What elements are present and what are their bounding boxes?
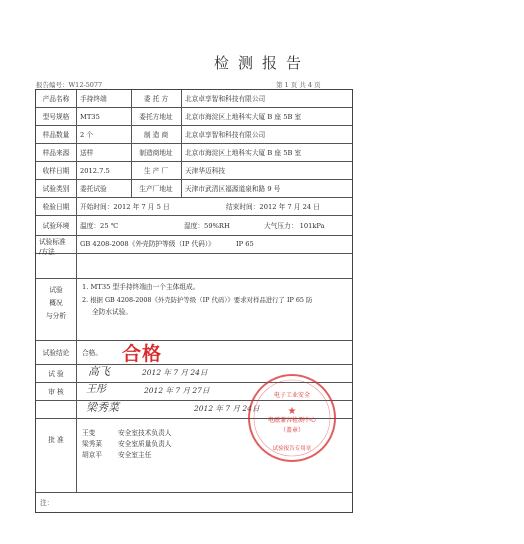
standard-label-method: /方法: [39, 248, 55, 256]
review-sign-label: 审 核: [48, 388, 64, 396]
report-number: [36, 80, 102, 89]
conclusion-value: 合格。: [82, 349, 103, 357]
report-title: 检测报告: [213, 54, 310, 72]
client-value: 北京卓享智和科技有限公司: [185, 95, 266, 103]
report-number-label: 报告编号：: [36, 81, 69, 89]
test-sign-label: 试 验: [48, 370, 64, 378]
overview-label-2: 概况: [49, 299, 63, 307]
approve-sign-date: 2012 年 7 月 24日: [194, 404, 260, 413]
approver-role: 安全室主任: [118, 451, 152, 459]
test-date-start: 开始时间：2012 年 7 月 5 日: [80, 203, 170, 211]
environment-humidity: 湿度：59%RH: [184, 222, 230, 230]
model-value: MT35: [80, 113, 100, 121]
manufacturer-value: 北京卓享智和科技有限公司: [185, 131, 266, 139]
report-number-value: W12-5077: [68, 81, 103, 89]
approver-name: 王变: [82, 429, 96, 437]
approver-name: 梁秀菜: [82, 440, 103, 448]
note-label: 注：: [40, 499, 54, 507]
environment-temperature: 温度：25 ℃: [80, 222, 119, 230]
test-date-end: 结束时间：2012 年 7 月 24 日: [226, 203, 320, 211]
quantity-value: 2 个: [80, 131, 94, 139]
review-sign-date: 2012 年 7 月 27日: [144, 386, 210, 395]
manufacturer-label: 制 造 商: [143, 131, 169, 139]
quantity-label: 样品数量: [42, 131, 70, 139]
received-date-label: 收样日期: [42, 167, 70, 175]
standard-label: 试验标准: [39, 238, 66, 246]
received-date-value: 2012.7.5: [80, 167, 110, 175]
environment-pressure: 大气压力： 101kPa: [264, 222, 325, 230]
factory-address-label: 生产厂地址: [139, 185, 173, 193]
approver-name: 胡京平: [82, 451, 103, 459]
test-type-label: 试验类别: [42, 185, 70, 193]
official-seal: [246, 372, 338, 464]
client-address-value: 北京市海淀区上地科实大厦 B 座 5B 室: [185, 113, 302, 121]
overview-label-3: 与分析: [45, 312, 67, 320]
standard-grade: IP 65: [236, 240, 254, 248]
manufacturer-address-value: 北京市海淀区上地科实大厦 B 座 5B 室: [185, 149, 302, 157]
product-name-label: 产品名称: [42, 95, 70, 103]
source-label: 样品来源: [42, 149, 70, 157]
qualified-stamp: 合格: [122, 343, 163, 365]
seal-line-4: 试验报告专用章: [272, 446, 312, 452]
seal-line-2: 电磁兼容检测中心: [267, 417, 316, 424]
factory-value: 天津华迈科技: [185, 167, 226, 175]
approve-signature: 梁秀菜: [86, 401, 119, 414]
svg-text:★: ★: [287, 406, 297, 417]
product-name-value: 手持终端: [80, 95, 107, 103]
client-address-label: 委托方地址: [139, 113, 173, 121]
test-sign-date: 2012 年 7 月 24日: [142, 368, 208, 377]
test-type-value: 委托试验: [80, 185, 107, 193]
client-label: 委 托 方: [143, 95, 169, 103]
overview-line-3: 全防水试验。: [92, 308, 133, 316]
conclusion-label: 试验结论: [42, 349, 70, 357]
model-label: 型号规格: [42, 113, 70, 121]
page-info: 第 1 页 共 4 页: [276, 81, 321, 89]
test-date-label: 检验日期: [42, 203, 70, 211]
overview-line-2: 2. 根据 GB 4208-2008《外壳防护等级（IP 代码）》要求对样品进行了 IP 65 防: [82, 296, 313, 304]
approve-sign-label: 批 准: [48, 436, 64, 444]
test-signature: 高飞: [88, 365, 110, 378]
source-value: 送样: [80, 149, 94, 157]
review-signature: 王彤: [86, 384, 106, 395]
environment-label: 试验环境: [42, 222, 70, 230]
approver-role: 安全室技术负责人: [118, 429, 172, 437]
seal-line-3: （盖章）: [279, 427, 304, 434]
overview-label-1: 试验: [49, 286, 63, 294]
standard-value: GB 4208-2008《外壳防护等级（IP 代码）》: [80, 240, 215, 248]
factory-label: 生 产 厂: [143, 167, 169, 175]
manufacturer-address-label: 制造商地址: [139, 149, 173, 157]
factory-address-value: 天津市武清区福源道泉和路 9 号: [185, 185, 281, 193]
overview-line-1: 1. MT35 型手持终端由一个主体组成。: [82, 283, 200, 291]
approver-role: 安全室质量负责人: [118, 440, 172, 448]
seal-line-1: 电子工业安全: [273, 392, 310, 399]
